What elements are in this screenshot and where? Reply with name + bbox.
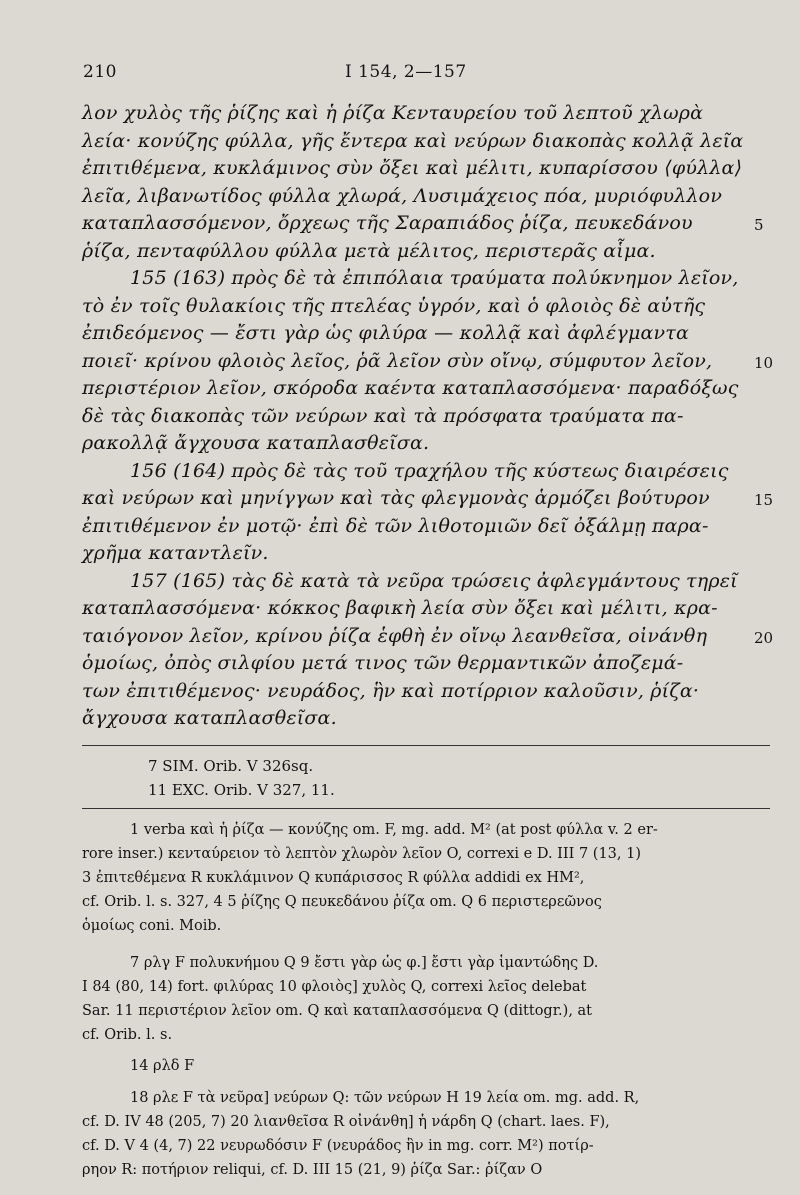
rule-top [82, 745, 770, 746]
apparatus-line: I 84 (80, 14) fort. φιλύρας 10 φλοιὸς] χυλὸς Q, correxi λεῖος delebat [82, 979, 587, 995]
text-line: ῥίζα, πενταφύλλου φύλλα μετὰ μέλιτος, περιστερᾶς αἷμα. [82, 240, 656, 262]
line-number: 10 [754, 354, 774, 372]
apparatus-line: 18 ρλε F τὰ νεῦρα] νεύρων Q: τῶν νεύρων H 19 λεία om. mg. add. R, [130, 1090, 640, 1106]
testimonia-line: 7 SIM. Orib. V 326sq. [148, 757, 314, 775]
text-line: χρῆμα καταντλεῖν. [82, 542, 269, 564]
text-line: λον χυλὸς τῆς ῥίζης καὶ ἡ ῥίζα Κενταυρείου τοῦ λεπτοῦ χλωρὰ [82, 102, 704, 124]
testimonia-line: 11 EXC. Orib. V 327, 11. [148, 781, 335, 799]
apparatus-line: cf. Orib. l. s. 327, 4 5 ῥίζης Q πευκεδάνου ῥίζα om. Q 6 περιστερεῶνος [82, 894, 602, 910]
text-line: ἐπιτιθέμενον ἐν μοτῷ· ἐπὶ δὲ τῶν λιθοτομιῶν δεῖ ὀξάλμῃ παρα- [82, 515, 709, 537]
text-line: ἄγχουσα καταπλασθεῖσα. [82, 707, 337, 729]
text-line: 156 (164) πρὸς δὲ τὰς τοῦ τραχήλου τῆς κύστεως διαιρέσεις [130, 460, 729, 482]
text-line: ἐπιτιθέμενα, κυκλάμινος σὺν ὄξει καὶ μέλιτι, κυπαρίσσου ⟨φύλλα⟩ [82, 157, 743, 179]
line-number: 15 [754, 491, 774, 509]
rule-bottom [82, 808, 770, 809]
text-line: των ἐπιτιθέμενος· νευράδος, ἣν καὶ ποτίρριον καλοῦσιν, ῥίζα· [82, 680, 700, 702]
line-number: 5 [754, 216, 764, 234]
apparatus-line: rore inser.) κενταύρειον τὸ λεπτὸν χλωρὸν λεῖον O, correxi e D. III 7 (13, 1) [82, 846, 642, 862]
apparatus-line: cf. Orib. l. s. [82, 1027, 173, 1043]
text-line: ἐπιδεόμενος — ἔστι γὰρ ὡς φιλύρα — κολλᾷ καὶ ἀφλέγμαντα [82, 322, 690, 344]
text-line: καταπλασσόμενον, ὄρχεως τῆς Σαραπιάδος ῥίζα, πευκεδάνου [82, 212, 693, 234]
text-line: ταιόγονον λεῖον, κρίνου ῥίζα ἑφθὴ ἐν οἴνῳ λεανθεῖσα, οἰνάνθη [82, 625, 708, 647]
apparatus-line: Sar. 11 περιστέριον λεῖον om. Q καὶ καταπλασσόμενα Q (dittogr.), at [82, 1003, 593, 1019]
apparatus-line: ὁμοίως coni. Moib. [82, 918, 222, 934]
apparatus-line: 7 ρλγ F πολυκνήμου Q 9 ἔστι γὰρ ὡς φ.] ἔστι γὰρ ἱμαντώδης D. [130, 955, 599, 971]
text-line: 155 (163) πρὸς δὲ τὰ ἐπιπόλαια τραύματα πολύκνημον λεῖον, [130, 267, 739, 289]
text-line: λεῖα, λιβανωτίδος φύλλα χλωρά, Λυσιμάχειος πόα, μυριόφυλλον [82, 185, 723, 207]
apparatus-line: cf. D. V 4 (4, 7) 22 νευρωδόσιν F (νευράδος ἣν in mg. corr. M²) ποτίρ- [82, 1138, 594, 1154]
line-number: 20 [754, 629, 774, 647]
apparatus-line: cf. D. IV 48 (205, 7) 20 λιανθεῖσα R οἰνάνθη] ἡ νάρδη Q (chart. laes. F), [82, 1114, 610, 1130]
text-line: τὸ ἐν τοῖς θυλακίοις τῆς πτελέας ὑγρόν, καὶ ὁ φλοιὸς δὲ αὐτῆς [82, 295, 706, 317]
text-line: ρακολλᾷ ἄγχουσα καταπλασθεῖσα. [82, 432, 430, 454]
text-line: λεία· κονύζης φύλλα, γῆς ἔντερα καὶ νεύρων διακοπὰς κολλᾷ λεῖα [82, 130, 744, 152]
text-line: ποιεῖ· κρίνου φλοιὸς λεῖος, ῥᾶ λεῖον σὺν οἴνῳ, σύμφυτον λεῖον, [82, 350, 713, 372]
apparatus-line: 14 ρλδ F [130, 1058, 195, 1074]
text-line: καὶ νεύρων καὶ μηνίγγων καὶ τὰς φλεγμονὰς ἁρμόζει βούτυρον [82, 487, 710, 509]
text-line: ὁμοίως, ὀπὸς σιλφίου μετά τινος τῶν θερμαντικῶν ἀποζεμά- [82, 652, 684, 674]
running-reference: I 154, 2—157 [345, 62, 467, 82]
text-line: 157 (165) τὰς δὲ κατὰ τὰ νεῦρα τρώσεις ἀφλεγμάντους τηρεῖ [130, 570, 738, 592]
page-number: 210 [83, 62, 117, 82]
apparatus-line: 3 ἐπιτεθέμενα R κυκλάμινον Q κυπάρισσος R φύλλα addidi ex HM², [82, 870, 585, 886]
apparatus-line: ρηον R: ποτήριον reliqui, cf. D. III 15 (21, 9) ῥίζα Sar.: ῥίζαν O [82, 1162, 543, 1178]
text-line: καταπλασσόμενα· κόκκος βαφικὴ λεία σὺν ὄξει καὶ μέλιτι, κρα- [82, 597, 718, 619]
text-line: περιστέριον λεῖον, σκόροδα καέντα καταπλασσόμενα· παραδόξως [82, 377, 739, 399]
apparatus-line: 1 verba καὶ ἡ ῥίζα — κονύζης om. F, mg. add. M² (at post φύλλα v. 2 er- [130, 822, 658, 838]
text-line: δὲ τὰς διακοπὰς τῶν νεύρων καὶ τὰ πρόσφατα τραύματα πα- [82, 405, 684, 427]
